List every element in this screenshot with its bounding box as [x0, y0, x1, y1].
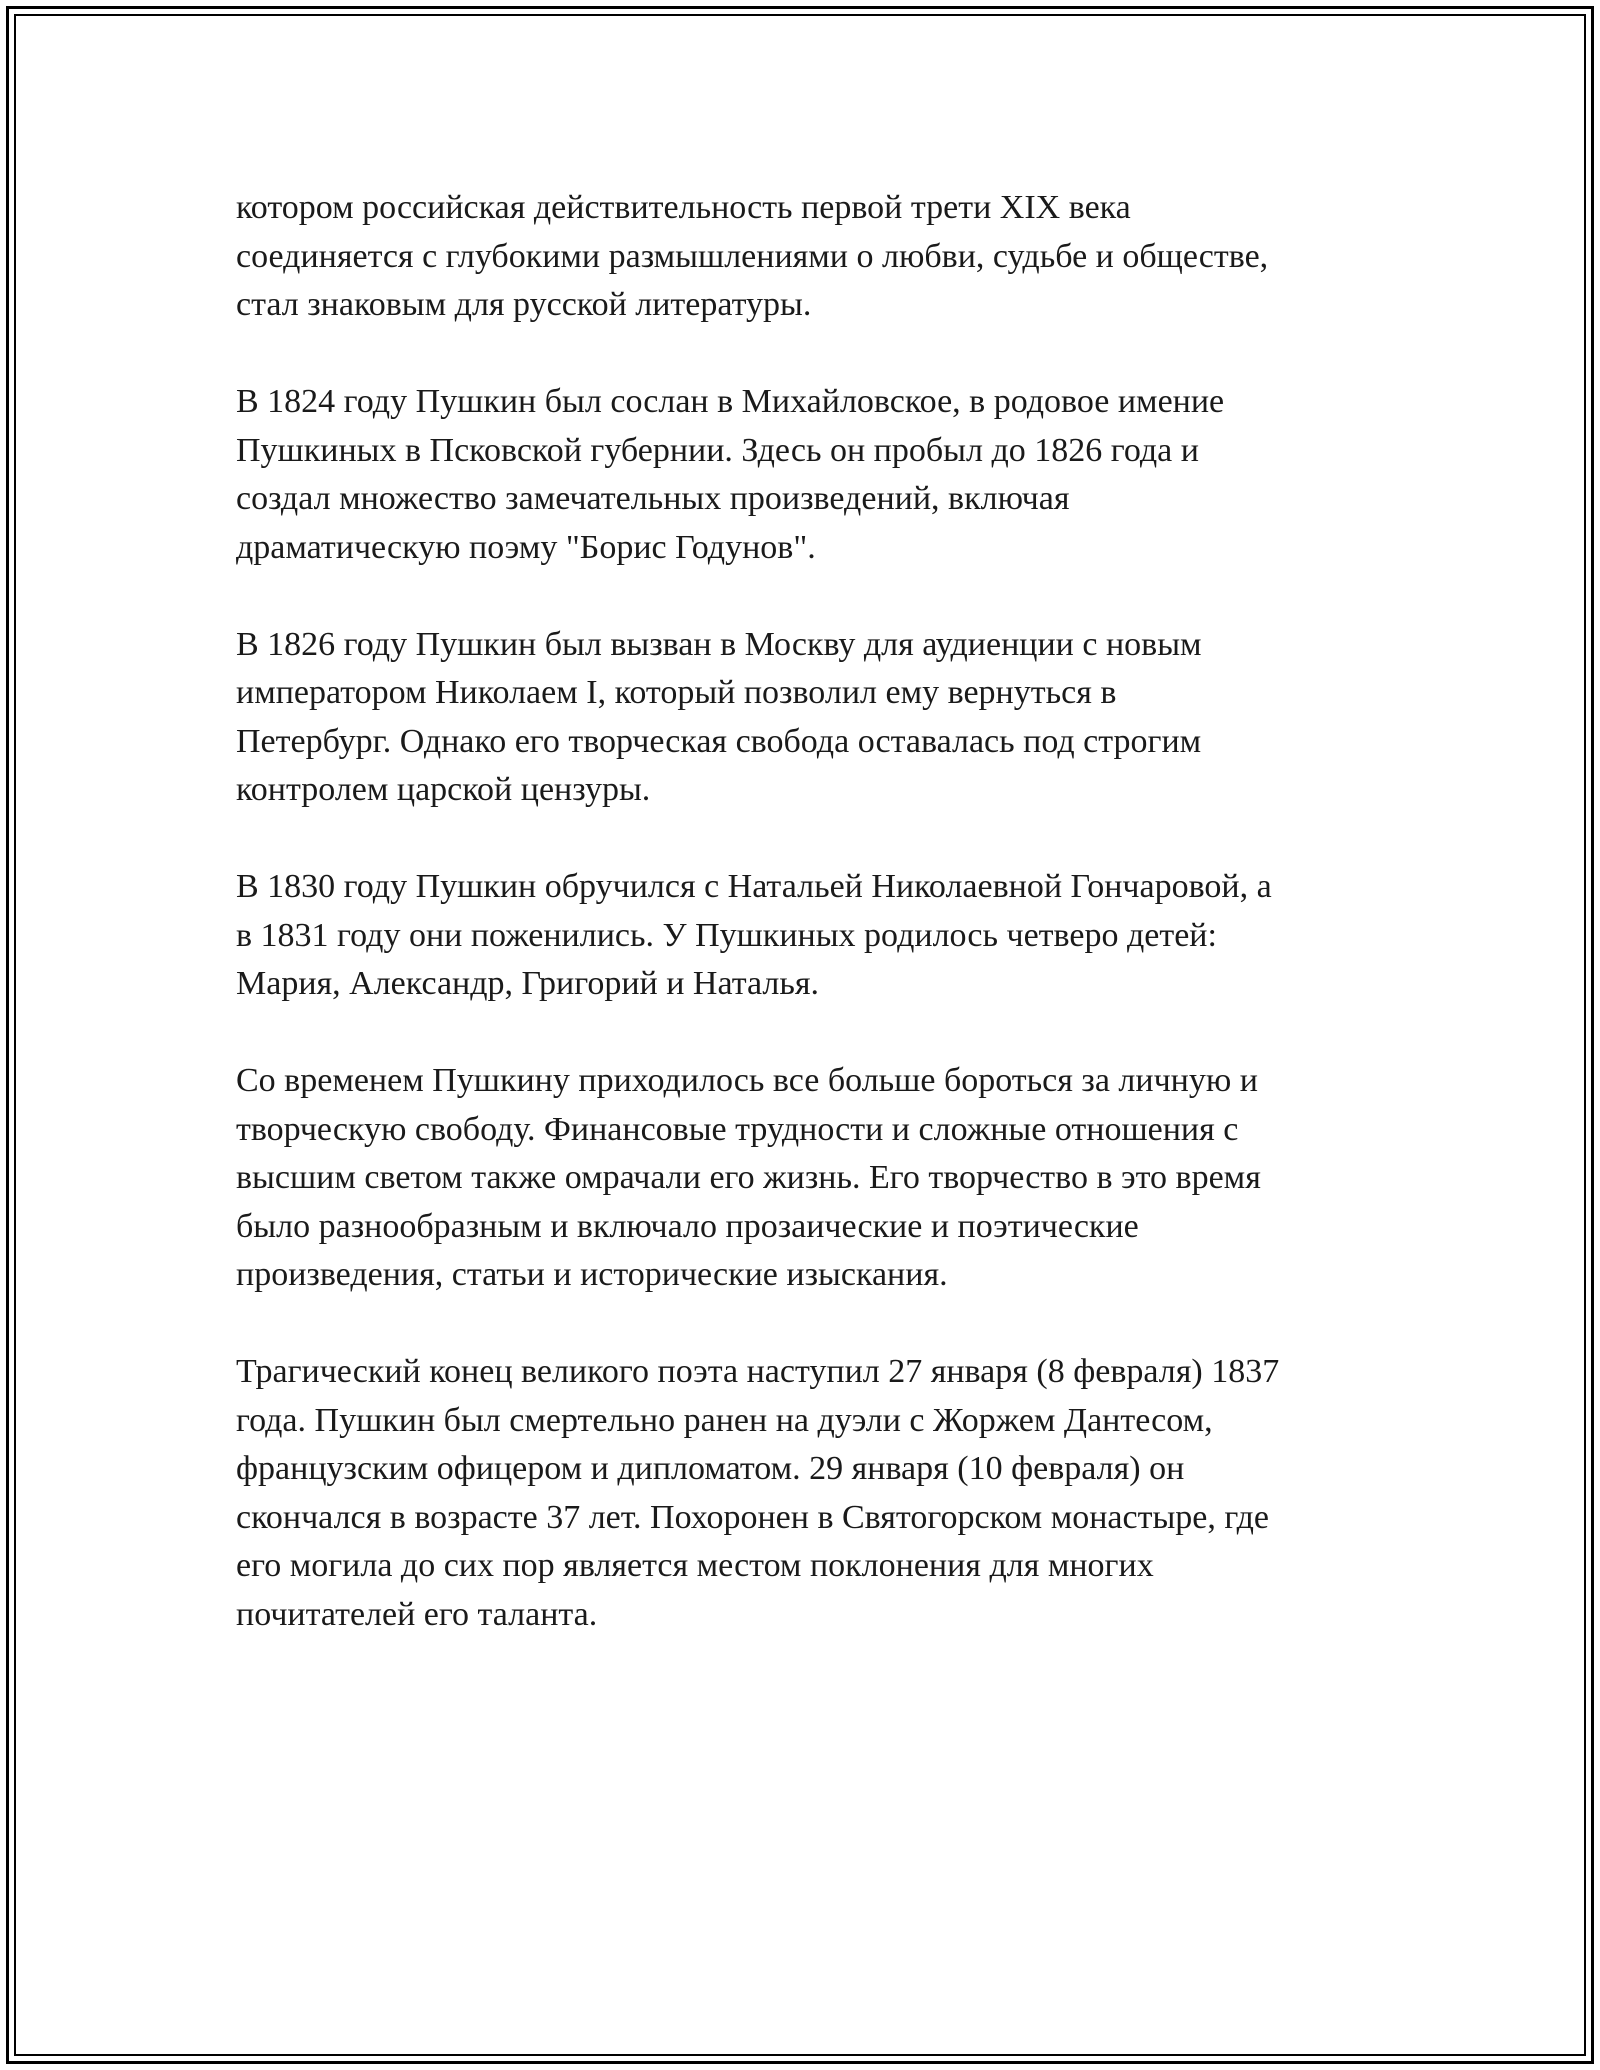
text-line: котором российская действительность первой трети XIX века	[236, 189, 1131, 226]
text-line: Пушкиных в Псковской губернии. Здесь он пробыл до 1826 года и	[236, 431, 1199, 469]
text-line: В 1826 году Пушкин был вызван в Москву для аудиенции с новым	[236, 625, 1202, 663]
paragraph-marriage	[236, 863, 1416, 1009]
text-line: императором Николаем I, который позволил ему вернуться в	[236, 674, 1117, 711]
text-line: В 1824 году Пушкин был сослан в Михайловское, в родовое имение	[236, 383, 1225, 420]
text-line: Трагический конец великого поэта наступил 27 января (8 февраля) 1837	[236, 1353, 1280, 1390]
text-line: контролем царской цензуры.	[236, 771, 651, 808]
text-line: соединяется с глубокими размышлениями о любви, судьбе и обществе,	[236, 237, 1269, 275]
text-line: В 1830 году Пушкин обручился с Натальей Николаевной Гончаровой, а	[236, 868, 1272, 905]
text-line: Петербург. Однако его творческая свобода оставалась под строгим	[236, 722, 1202, 760]
paragraph-intro-continuation	[236, 184, 1416, 330]
paragraph-mikhailovskoye	[236, 378, 1416, 572]
text-line: было разнообразным и включало прозаические и поэтические	[236, 1207, 1139, 1245]
text-line: высшим светом также омрачали его жизнь. Его творчество в это время	[236, 1159, 1261, 1196]
paragraph-later-years	[236, 1057, 1416, 1300]
text-line: в 1831 году они поженились. У Пушкиных родилось четверо детей:	[236, 916, 1217, 954]
text-line: создал множество замечательных произведений, включая	[236, 480, 1070, 517]
text-line: его могила до сих пор является местом поклонения для многих	[236, 1547, 1154, 1584]
text-line: Мария, Александр, Григорий и Наталья.	[236, 965, 819, 1002]
text-line: Со временем Пушкину приходилось все больше бороться за личную и	[236, 1062, 1258, 1099]
paragraph-death	[236, 1348, 1416, 1639]
text-line: драматическую поэму "Борис Годунов".	[236, 528, 816, 566]
document-body	[236, 184, 1416, 1688]
text-line: произведения, статьи и исторические изыскания.	[236, 1256, 948, 1293]
text-line: стал знаковым для русской литературы.	[236, 286, 812, 323]
text-line: творческую свободу. Финансовые трудности и сложные отношения с	[236, 1110, 1239, 1148]
text-line: почитателей его таланта.	[236, 1595, 598, 1633]
text-line: французским офицером и дипломатом. 29 января (10 февраля) он	[236, 1450, 1185, 1487]
paragraph-moscow-audience	[236, 621, 1416, 815]
text-line: года. Пушкин был смертельно ранен на дуэли с Жоржем Дантесом,	[236, 1401, 1213, 1439]
text-line: скончался в возрасте 37 лет. Похоронен в Святогорском монастыре, где	[236, 1498, 1270, 1536]
